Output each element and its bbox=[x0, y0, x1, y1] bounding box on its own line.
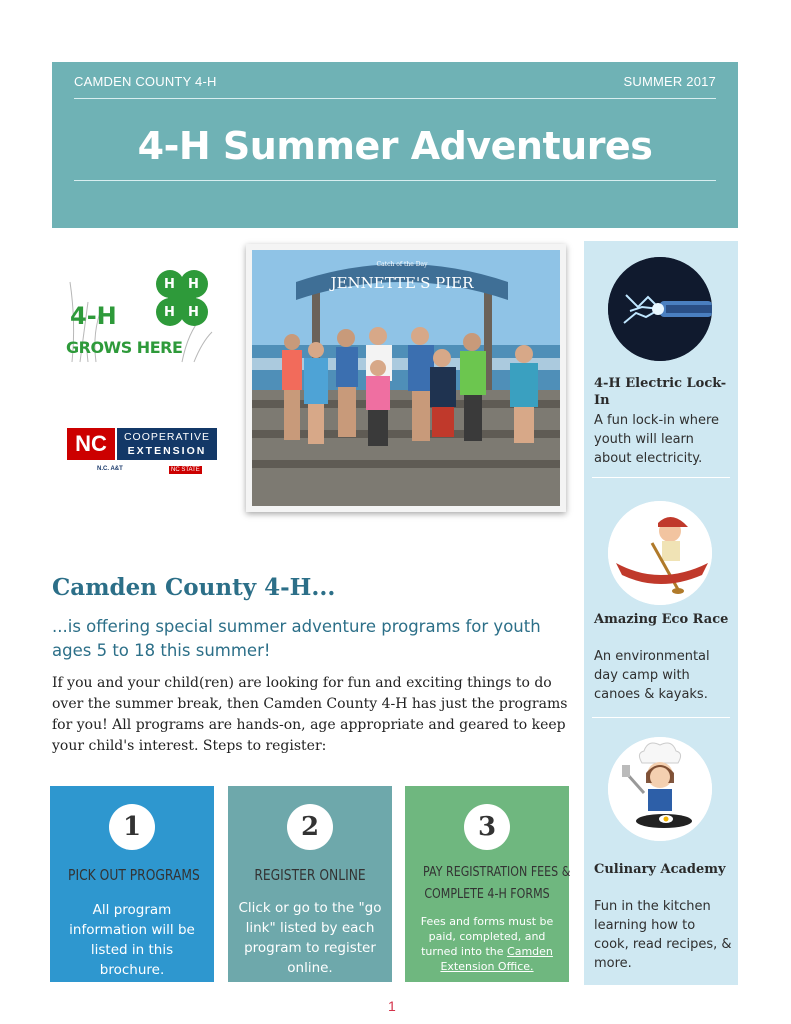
step-3-title-line-1: PAY REGISTRATION FEES & bbox=[423, 864, 571, 880]
step-2-desc: Click or go to the "go link" listed by each program to register online. bbox=[238, 900, 382, 976]
ncstate-logo: NC STATE bbox=[171, 467, 200, 473]
step-2-card bbox=[228, 786, 392, 982]
sign-caption: Catch of the Day bbox=[376, 261, 428, 268]
step-3-desc bbox=[413, 914, 561, 974]
pier-sign: JENNETTE'S PIER bbox=[330, 274, 474, 292]
step-3-card bbox=[405, 786, 569, 982]
banner-bottom-rule bbox=[74, 180, 716, 181]
photo-image bbox=[252, 250, 560, 506]
extension-office-link[interactable]: Camden Extension Office. bbox=[440, 945, 553, 973]
page-title: 4-H Summer Adventures bbox=[137, 124, 653, 168]
canoe-icon bbox=[608, 501, 712, 605]
programs-sidebar bbox=[584, 241, 738, 985]
group-photo bbox=[246, 244, 566, 512]
svg-text:H: H bbox=[164, 305, 175, 320]
extension-mark bbox=[117, 428, 217, 460]
program-desc-electric: A fun lock-in where youth will learn about electricity. bbox=[594, 413, 720, 466]
header-banner bbox=[52, 62, 738, 228]
issue-label: SUMMER 2017 bbox=[623, 74, 716, 89]
4h-grows-here-logo bbox=[62, 262, 222, 372]
step-1-title: PICK OUT PROGRAMS bbox=[68, 866, 200, 884]
chef-icon bbox=[608, 737, 712, 841]
extension-line-1: COOPERATIVE bbox=[123, 431, 211, 443]
step-2-title: REGISTER ONLINE bbox=[254, 866, 366, 884]
program-desc-eco: An environmental day camp with canoes & kayaks. bbox=[594, 649, 710, 702]
section-heading: Camden County 4-H... bbox=[52, 574, 336, 601]
nc-mark: NC bbox=[67, 428, 115, 460]
sidebar-divider bbox=[592, 477, 730, 478]
step-3-title-line-2: COMPLETE 4-H FORMS bbox=[424, 886, 550, 902]
program-title-electric: 4-H Electric Lock-In bbox=[594, 376, 727, 408]
nc-extension-logo bbox=[67, 428, 219, 490]
step-2-number: 2 bbox=[287, 804, 333, 850]
banner-top-rule bbox=[74, 98, 716, 99]
step-1-card bbox=[50, 786, 214, 982]
4h-tagline: GROWS HERE bbox=[66, 338, 183, 357]
page-number: 1 bbox=[388, 998, 396, 1014]
intro-paragraph: If you and your child(ren) are looking for fun and exciting things to do over the summer break, then Camden County 4-H has just the programs for you! All programs are hands-on, age appropriate and geared to keep your child's interest. Steps to register: bbox=[52, 675, 568, 754]
svg-text:H: H bbox=[188, 277, 199, 292]
extension-line-2: EXTENSION bbox=[127, 445, 207, 457]
electricity-icon bbox=[608, 257, 712, 361]
section-subheading: ...is offering special summer adventure programs for youth ages 5 to 18 this summer! bbox=[52, 617, 541, 660]
program-title-eco: Amazing Eco Race bbox=[594, 612, 729, 627]
svg-text:H: H bbox=[188, 305, 199, 320]
program-title-culinary: Culinary Academy bbox=[594, 862, 726, 877]
sidebar-divider bbox=[592, 717, 730, 718]
step-1-number: 1 bbox=[109, 804, 155, 850]
step-3-desc-text: Fees and forms must be paid, completed, and turned into the bbox=[420, 915, 554, 958]
program-desc-culinary: Fun in the kitchen learning how to cook, read recipes, & more. bbox=[594, 899, 732, 971]
ncat-logo: N.C. A&T bbox=[97, 466, 123, 472]
step-3-number: 3 bbox=[464, 804, 510, 850]
org-label: CAMDEN COUNTY 4-H bbox=[74, 74, 217, 89]
4h-wordmark: 4-H bbox=[70, 302, 117, 330]
step-1-desc: All program information will be listed in this brochure. bbox=[69, 902, 195, 978]
svg-text:H: H bbox=[164, 277, 175, 292]
